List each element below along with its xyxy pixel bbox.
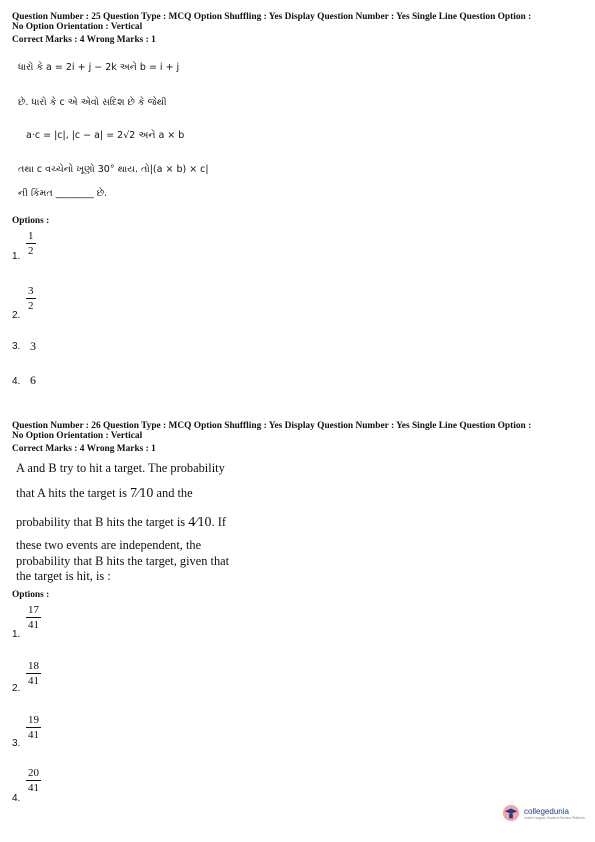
q26-option-4-numerator: 20 — [28, 767, 39, 779]
q26-text-line3b: . If — [211, 515, 226, 529]
q26-text-line2a: that A hits the target is — [16, 486, 127, 500]
brand-name: collegedunia — [524, 806, 569, 816]
q25-option-1-fraction[interactable] — [26, 230, 36, 257]
q26-marks: Correct Marks : 4 Wrong Marks : 1 — [12, 444, 156, 454]
q25-text-line4: તથા c વચ્ચેનો ખૂણો 30° થાય. તો|(a × b) × c| — [18, 164, 209, 175]
q25-option-4-value[interactable]: 6 — [30, 373, 36, 387]
q26-option-3-denominator: 41 — [28, 729, 39, 741]
q25-option-2-number: 2. — [12, 310, 21, 321]
collegedunia-logo — [502, 804, 585, 822]
q26-prob-b: 4⁄10 — [188, 515, 212, 530]
q26-option-3-fraction[interactable] — [26, 714, 41, 741]
q26-option-4-number: 4. — [12, 793, 21, 804]
q26-text-line4: these two events are independent, the — [16, 538, 202, 552]
brand-tagline: India's largest Student Review Platform — [524, 815, 585, 820]
q26-text-line6: the target is hit, is : — [16, 569, 111, 583]
q25-text-line3: a·c = |c|, |c − a| = 2√2 અને a × b — [26, 130, 185, 141]
q25-text-line2: છે. ધારો કે c એ એવો સદિશ છે કે જેથી — [18, 97, 167, 108]
q25-options-label: Options : — [12, 216, 50, 226]
q25-option-1-numerator: 1 — [28, 230, 34, 242]
q25-option-4-number: 4. — [12, 376, 21, 387]
q26-option-1-numerator: 17 — [28, 604, 39, 616]
q25-header-line1: Question Number : 25 Question Type : MCQ Option Shuffling : Yes Display Question Number : Yes Single Line Question Option : — [12, 12, 532, 22]
q26-option-1-fraction[interactable] — [26, 604, 41, 631]
q26-text-line3a: probability that B hits the target is — [16, 515, 186, 529]
q26-option-1-denominator: 41 — [28, 619, 39, 631]
q26-option-3-numerator: 19 — [28, 714, 39, 726]
q25-option-3-number: 3. — [12, 341, 21, 352]
q25-header-line2: No Option Orientation : Vertical — [12, 22, 143, 32]
q25-option-3-value[interactable]: 3 — [30, 339, 36, 353]
fraction-bar — [26, 298, 36, 299]
q26-prob-a: 7⁄10 — [130, 486, 154, 501]
fraction-bar — [26, 673, 41, 674]
q25-text-line1: ધારો કે a = 2i + j − 2k અને b = i + j — [18, 62, 180, 73]
q26-text-line5: probability that B hits the target, given that — [16, 554, 230, 568]
q26-text-line1: A and B try to hit a target. The probability — [16, 461, 225, 475]
q25-option-2-denominator: 2 — [28, 300, 34, 312]
fraction-bar — [26, 780, 41, 781]
fraction-bar — [26, 243, 36, 244]
q26-option-2-numerator: 18 — [28, 660, 39, 672]
q26-option-3-number: 3. — [12, 738, 21, 749]
q26-option-2-denominator: 41 — [28, 675, 39, 687]
fraction-bar — [26, 727, 41, 728]
q25-marks: Correct Marks : 4 Wrong Marks : 1 — [12, 35, 156, 45]
q26-option-1-number: 1. — [12, 629, 21, 640]
q26-options-label: Options : — [12, 590, 50, 600]
q25-text-line5: ની કિંમત ________ છે. — [18, 188, 108, 199]
fraction-bar — [26, 617, 41, 618]
q26-text-line2 — [16, 485, 193, 502]
q26-option-4-denominator: 41 — [28, 782, 39, 794]
q25-option-2-numerator: 3 — [28, 285, 34, 297]
q26-option-2-fraction[interactable] — [26, 660, 41, 687]
q26-text-line2b: and the — [156, 486, 193, 500]
q26-header-line2: No Option Orientation : Vertical — [12, 431, 143, 441]
q25-option-1-denominator: 2 — [28, 245, 34, 257]
q25-option-2-fraction[interactable] — [26, 285, 36, 312]
q26-text-line3 — [16, 514, 226, 531]
q26-header-line1: Question Number : 26 Question Type : MCQ Option Shuffling : Yes Display Question Number : Yes Single Line Question Option : — [12, 421, 532, 431]
q26-option-4-fraction[interactable] — [26, 767, 41, 794]
q25-option-1-number: 1. — [12, 251, 21, 262]
graduation-cap-icon — [502, 804, 520, 822]
q26-option-2-number: 2. — [12, 683, 21, 694]
